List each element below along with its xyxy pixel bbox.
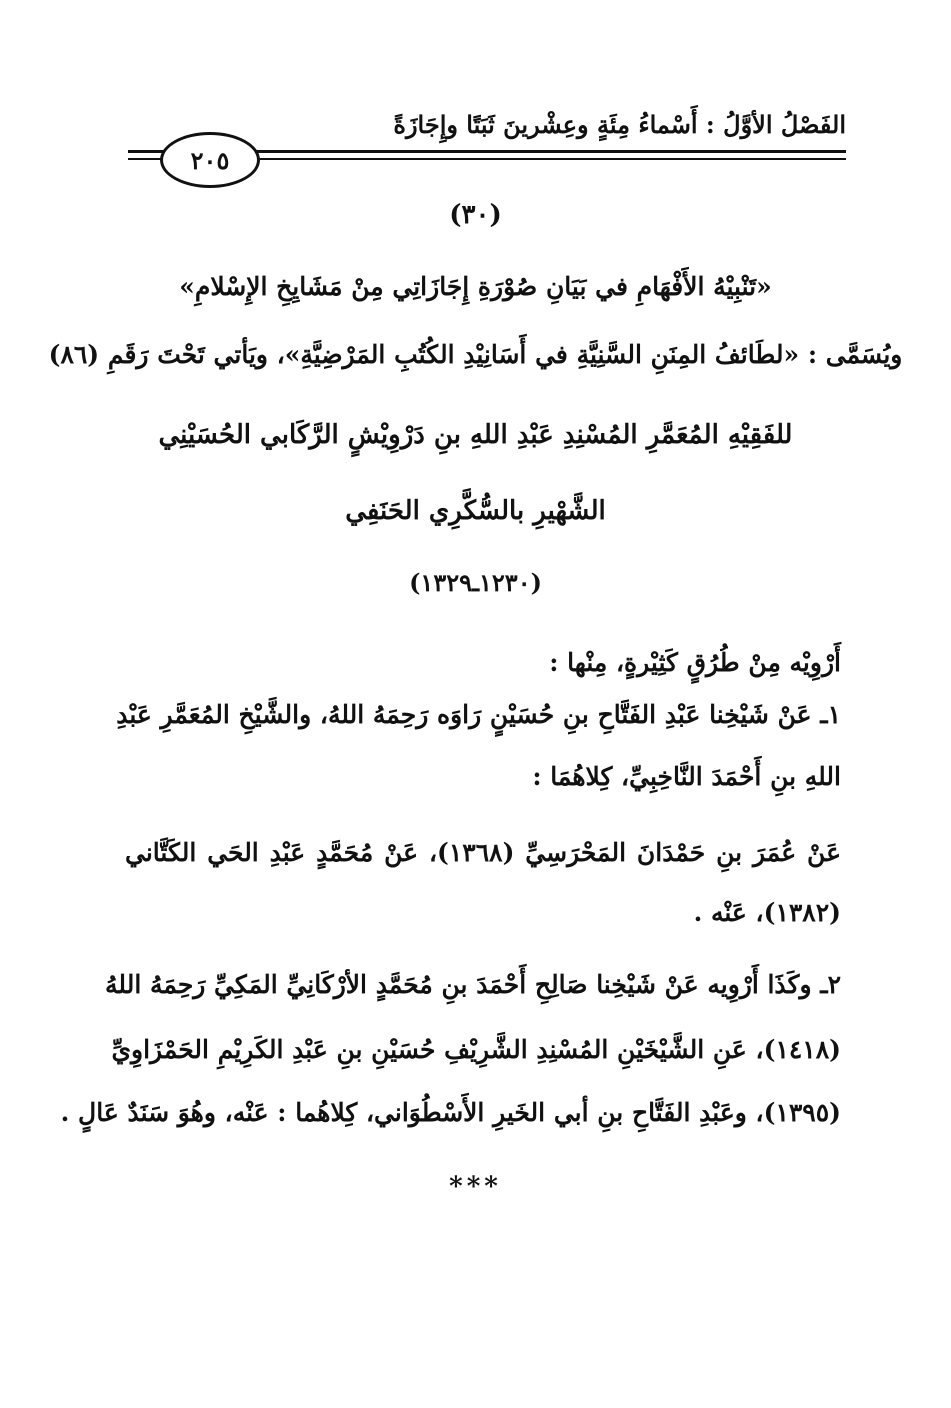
page-number: ٢٠٥ <box>160 132 260 188</box>
body-line: ١ـ عَنْ شَيْخِنا عَبْدِ الفَتَّاحِ بنِ حُسَيْنٍ رَاوَه رَحِمَهُ اللهُ، والشَّيْخِ المُعَمَّرِ عَبْدِ <box>116 700 841 729</box>
body-intro: أَرْوِيْه مِنْ طُرُقٍ كَثِيْرةٍ، مِنْها : <box>549 648 841 677</box>
body-line: (١٣٨٢)، عَنْه . <box>693 898 841 927</box>
body-line: ٢ـ وكَذَا أَرْوِيه عَنْ شَيْخِنا صَالِحِ أَحْمَدَ بنِ مُحَمَّدٍ الأرْكَانِيِّ المَكِيِّ رَحِمَهُ اللهُ <box>105 970 841 999</box>
entry-dates: (١٢٣٠ـ١٣٢٩) <box>409 568 542 597</box>
body-line: عَنْ عُمَرَ بنِ حَمْدَانَ المَحْرَسِيِّ (١٣٦٨)، عَنْ مُحَمَّدٍ عَبْدِ الحَي الكَتَّاني <box>125 838 841 867</box>
entry-number: (٣٠) <box>449 200 502 230</box>
running-head: الفَصْلُ الأوَّلُ : أَسْماءُ مِئَةٍ وعِشْرينَ ثَبَتًا وإِجَازَةً <box>393 110 846 139</box>
entry-author: للفَقِيْهِ المُعَمَّرِ المُسْنِدِ عَبْدِ اللهِ بنِ دَرْوِيْشٍ الرَّكَابي الحُسَيْنِي <box>158 420 793 450</box>
entry-author-laqab: الشَّهْيرِ بالسُّكَّرِي الحَنَفِي <box>345 496 606 526</box>
body-line: (١٣٩٥)، وعَبْدِ الفَتَّاحِ بنِ أبي الخَيرِ الأَسْطُوَاني، كِلاهُما : عَنْه، وهُوَ سَنَدٌ عَالٍ . <box>60 1098 841 1127</box>
body-line: (١٤١٨)، عَنِ الشَّيْخَيْنِ المُسْنِدِ الشَّرِيْفِ حُسَيْنِ بنِ عَبْدِ الكَرِيْمِ الحَمْزَاوِيِّ <box>111 1035 841 1064</box>
entry-alt-title: ويُسَمَّى : «لطَائفُ المِنَنِ السَّنِيَّةِ في أَسَانِيْدِ الكُتُبِ المَرْضِيَّةِ»، ويَأتي تَحْتَ رَقَمِ (٨٦) <box>48 340 903 369</box>
entry-title: «تَنْبِيْهُ الأَفْهَامِ في بَيَانِ صُوْرَةِ إِجَازَاتِي مِنْ مَشَايِخِ الإِسْلامِ» <box>179 272 772 301</box>
section-separator: *** <box>449 1172 502 1202</box>
body-line: اللهِ بنِ أَحْمَدَ النَّاخِبِيِّ، كِلاهُمَا : <box>532 762 841 791</box>
